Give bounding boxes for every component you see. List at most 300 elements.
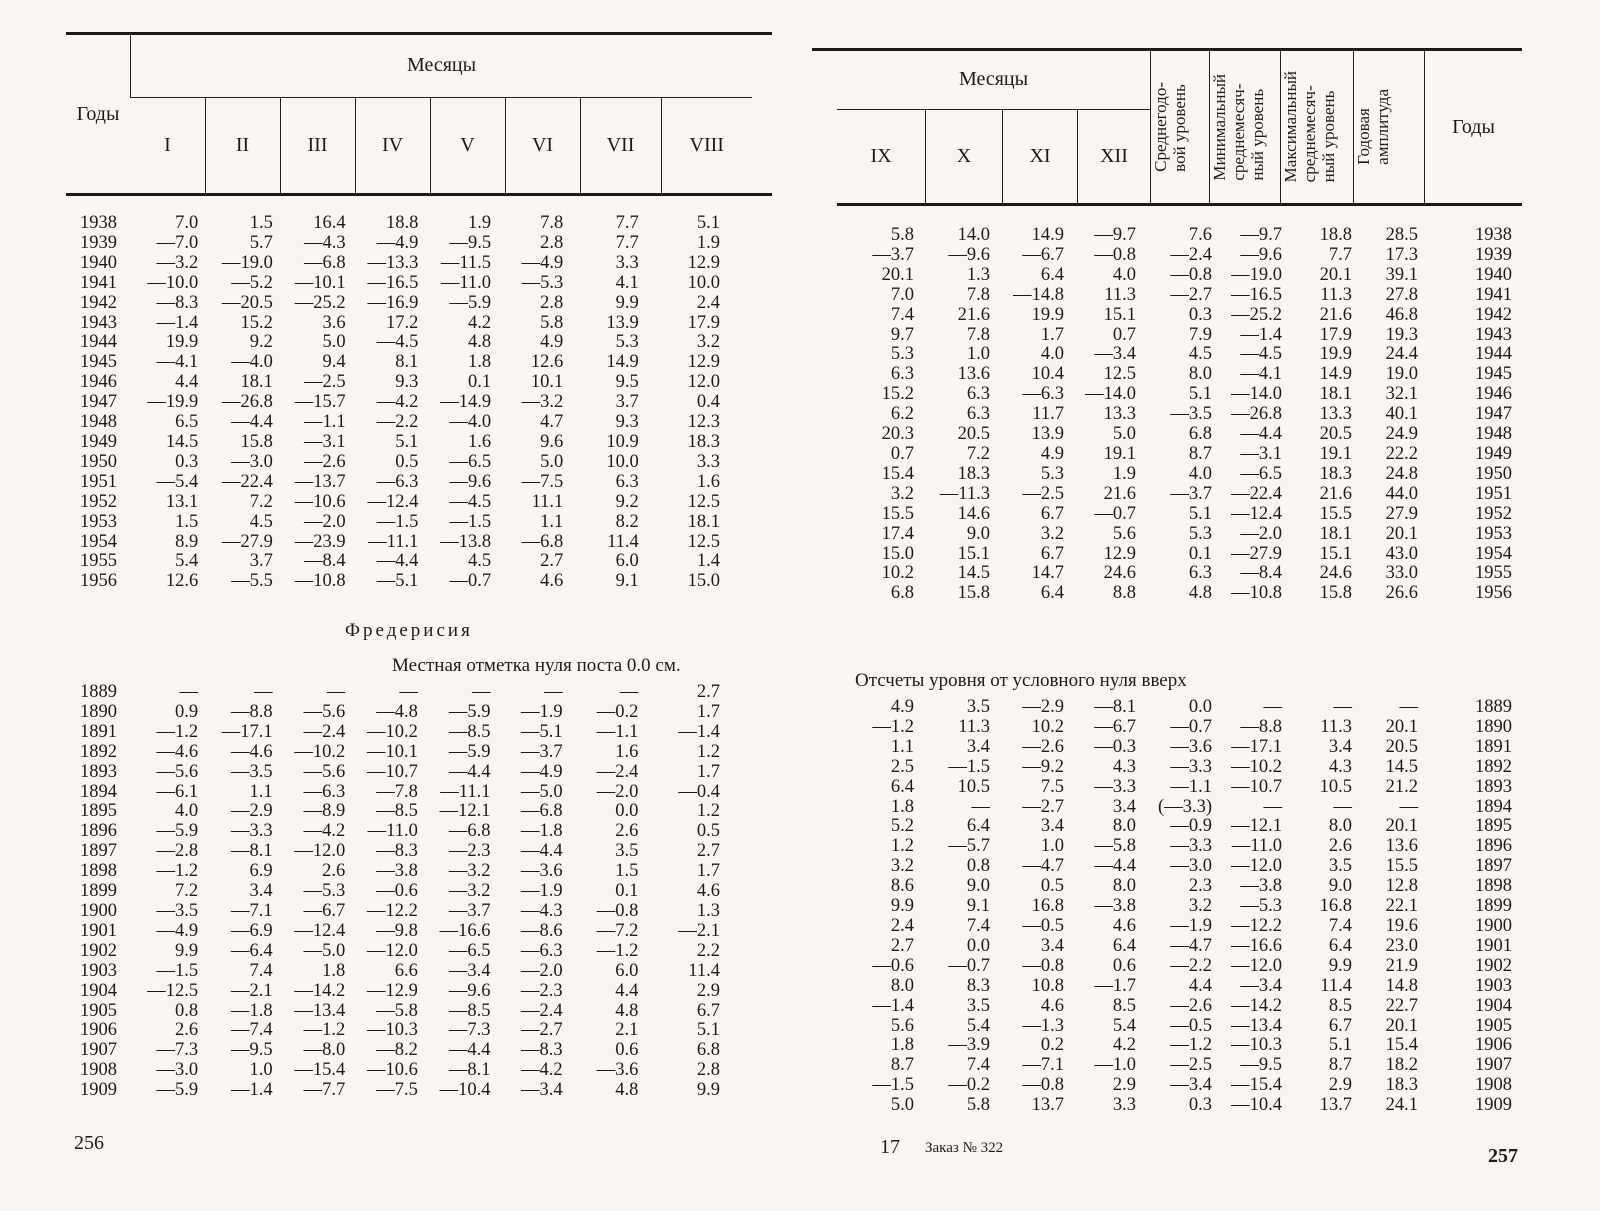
table-cell: —0.7 <box>1094 503 1136 524</box>
table-cell: 9.6 <box>540 431 564 452</box>
table-cell: —4.9 <box>521 252 564 273</box>
table-cell: 6.3 <box>890 364 914 385</box>
table-cell: 6.0 <box>615 960 639 981</box>
table-cell: 14.9 <box>606 352 639 373</box>
table-cell: 3.4 <box>966 736 990 757</box>
months-header: Месяцы <box>837 51 1151 109</box>
table-cell: 1905 <box>1475 1015 1512 1036</box>
table-row <box>80 822 720 842</box>
table-cell: 10.9 <box>606 431 639 452</box>
table-cell: —9.6 <box>1240 244 1282 265</box>
table-cell: —8.5 <box>448 721 491 742</box>
table-cell: 7.2 <box>966 443 990 464</box>
table-cell: 24.6 <box>1319 563 1352 584</box>
table-cell: 5.0 <box>540 451 564 472</box>
table-cell: 4.5 <box>249 511 273 532</box>
table-cell: 5.8 <box>890 225 914 245</box>
table-cell: 13.3 <box>1103 404 1136 425</box>
table-cell: 5.1 <box>1328 1035 1352 1056</box>
table-row <box>840 718 1512 738</box>
table-cell: —6.1 <box>156 781 199 802</box>
table-row <box>80 1041 720 1061</box>
table-cell: —15.4 <box>1231 1075 1282 1096</box>
left-lower-table <box>80 683 720 1101</box>
table-cell: —2.4 <box>1170 244 1212 265</box>
table-row <box>840 584 1512 604</box>
table-cell: —4.5 <box>1240 344 1282 365</box>
table-cell: —5.6 <box>303 761 346 782</box>
table-cell: —3.6 <box>1170 736 1212 757</box>
table-cell: —0.8 <box>1022 1075 1064 1096</box>
table-cell: —4.2 <box>520 1060 563 1081</box>
table-cell: 1902 <box>1475 955 1512 976</box>
table-cell: 7.8 <box>966 324 990 345</box>
table-cell: 6.7 <box>1040 503 1064 524</box>
table-cell: — <box>1263 697 1282 717</box>
table-cell: 1899 <box>1475 896 1512 917</box>
table-cell: 1938 <box>1475 225 1512 245</box>
table-cell: 1946 <box>1475 384 1512 405</box>
table-cell: —1.5 <box>948 756 990 777</box>
table-cell: 1955 <box>80 551 117 572</box>
table-cell: 5.1 <box>696 1020 720 1041</box>
table-cell: 1905 <box>80 1000 117 1021</box>
table-cell: —2.2 <box>1170 955 1212 976</box>
table-row <box>80 533 720 553</box>
table-cell: —9.5 <box>1240 1055 1282 1076</box>
table-cell: 0.1 <box>1188 543 1212 564</box>
left-header <box>66 35 752 193</box>
table-cell: —12.4 <box>367 491 419 512</box>
table-cell: 13.9 <box>1031 424 1064 445</box>
table-cell: 9.9 <box>890 896 914 917</box>
table-cell: 9.0 <box>966 876 990 897</box>
table-cell: 0.6 <box>1112 955 1136 976</box>
month-header: V <box>430 97 505 193</box>
table-cell: 7.7 <box>615 232 639 253</box>
table-cell: 6.2 <box>890 404 914 425</box>
month-header: VIII <box>661 97 752 193</box>
table-cell: —13.7 <box>294 471 346 492</box>
table-cell: —6.5 <box>1240 463 1282 484</box>
table-cell: 15.0 <box>881 543 914 564</box>
table-cell: 19.1 <box>1103 443 1136 464</box>
table-cell: 2.6 <box>174 1020 199 1041</box>
table-cell: —10.4 <box>439 1080 491 1101</box>
table-cell: —23.9 <box>294 531 346 552</box>
table-cell: —4.4 <box>376 551 419 572</box>
table-cell: —4.1 <box>1240 364 1282 385</box>
table-cell: — <box>1399 796 1418 817</box>
table-cell: 1943 <box>1475 324 1512 345</box>
table-cell: 9.1 <box>615 571 639 592</box>
table-cell: 14.6 <box>957 503 990 524</box>
table-cell: —2.0 <box>303 511 346 532</box>
table-cell: 1906 <box>80 1020 117 1041</box>
table-cell: 4.0 <box>1188 463 1212 484</box>
table-cell: 5.8 <box>966 1095 990 1116</box>
table-cell: —2.4 <box>303 721 346 742</box>
max-level-header: Максимальный среднемесяч- ный уровень <box>1281 51 1354 203</box>
table-cell: —11.1 <box>368 531 419 552</box>
table-cell: 4.6 <box>1112 915 1136 936</box>
table-cell: —3.5 <box>156 900 199 921</box>
table-cell: 18.1 <box>687 511 720 532</box>
table-cell: 14.0 <box>957 225 990 245</box>
table-row <box>80 473 720 493</box>
table-cell: 8.6 <box>890 876 914 897</box>
table-cell: —7.5 <box>521 471 564 492</box>
table-row <box>840 505 1512 525</box>
table-cell: —2.0 <box>1240 523 1282 544</box>
table-cell: 1899 <box>80 881 117 902</box>
table-cell: 1953 <box>1475 523 1512 544</box>
table-cell: 9.1 <box>966 896 990 917</box>
table-cell: —4.4 <box>448 1040 491 1061</box>
table-cell: 1896 <box>80 821 117 842</box>
table-row <box>80 294 720 314</box>
table-row <box>80 842 720 862</box>
table-cell: 1.0 <box>1040 836 1064 857</box>
table-cell: —4.0 <box>231 352 273 373</box>
table-cell: 0.7 <box>890 443 914 464</box>
table-cell: 1.9 <box>1112 463 1136 484</box>
table-cell: —17.1 <box>1231 736 1282 757</box>
table-cell: 10.4 <box>1031 364 1064 385</box>
table-cell: —1.9 <box>1170 915 1212 936</box>
table-cell: —5.4 <box>156 471 199 492</box>
table-row <box>840 1096 1512 1116</box>
table-cell: —3.2 <box>521 392 564 413</box>
table-cell: 15.5 <box>1319 503 1352 524</box>
table-row <box>80 942 720 962</box>
table-cell: 1895 <box>80 801 117 822</box>
table-cell: 1903 <box>80 960 117 981</box>
table-cell: 8.0 <box>1328 816 1352 837</box>
table-cell: 8.5 <box>1328 995 1352 1016</box>
table-cell: —5.6 <box>156 761 199 782</box>
table-cell: 1.9 <box>696 232 720 253</box>
table-cell: 11.1 <box>531 491 564 512</box>
table-cell: —8.1 <box>1094 697 1136 717</box>
table-cell: 1.7 <box>696 701 720 722</box>
table-cell: —2.4 <box>596 761 639 782</box>
table-cell: 12.5 <box>687 531 720 552</box>
table-cell: 3.4 <box>1328 736 1352 757</box>
table-cell: —0.8 <box>1094 244 1136 265</box>
table-cell: 8.0 <box>1112 876 1136 897</box>
table-cell: 9.5 <box>615 372 639 393</box>
table-cell: 6.4 <box>1328 935 1352 956</box>
table-cell: —1.5 <box>376 511 419 532</box>
table-cell: —25.2 <box>294 292 346 313</box>
right-page <box>800 0 1600 1211</box>
table-cell: 1945 <box>1475 364 1512 385</box>
table-row <box>840 345 1512 365</box>
table-cell: 5.7 <box>249 232 273 253</box>
table-cell: 18.8 <box>385 213 419 233</box>
table-cell: 13.9 <box>606 312 639 333</box>
table-cell: —2.7 <box>1022 796 1064 817</box>
table-cell: —9.6 <box>449 471 492 492</box>
table-cell: 1.9 <box>467 213 492 233</box>
table-cell: 1891 <box>80 721 117 742</box>
table-cell: —3.7 <box>520 741 563 762</box>
table-cell: —11.0 <box>367 821 418 842</box>
table-cell: 17.9 <box>687 312 720 333</box>
table-cell: 5.8 <box>540 312 564 333</box>
table-cell: 15.2 <box>881 384 914 405</box>
table-cell: —4.4 <box>448 761 491 782</box>
table-cell: —7.1 <box>230 900 273 921</box>
table-cell: —7.5 <box>376 1080 418 1101</box>
table-cell: —2.6 <box>303 451 346 472</box>
table-row <box>80 353 720 373</box>
table-cell: —0.7 <box>1170 716 1212 737</box>
table-cell: —0.9 <box>1170 816 1212 837</box>
table-row <box>840 465 1512 485</box>
table-cell: —2.7 <box>520 1020 563 1041</box>
table-row <box>80 254 720 274</box>
table-cell: 20.1 <box>1385 716 1418 737</box>
table-cell: —16.5 <box>367 272 419 293</box>
table-cell: 15.8 <box>1319 583 1352 604</box>
table-cell: —5.1 <box>520 721 563 742</box>
table-cell: —0.4 <box>678 781 720 802</box>
signature-number: 17 <box>880 1136 900 1158</box>
table-cell: —3.7 <box>448 900 491 921</box>
table-cell: 2.3 <box>1188 876 1212 897</box>
table-cell: —3.9 <box>948 1035 990 1056</box>
table-cell: 2.9 <box>1112 1075 1136 1096</box>
table-cell: 1.5 <box>249 213 273 233</box>
table-cell: 11.4 <box>1320 975 1352 996</box>
years-header: Годы <box>76 102 120 125</box>
table-cell: —4.5 <box>376 332 419 353</box>
table-cell: —8.5 <box>448 1000 491 1021</box>
table-cell: —1.2 <box>872 716 914 737</box>
table-cell: 10.2 <box>1031 716 1064 737</box>
table-cell: 27.8 <box>1385 284 1418 305</box>
table-cell: 14.5 <box>1385 756 1418 777</box>
table-row <box>80 743 720 763</box>
table-row <box>80 552 720 572</box>
table-cell: 1941 <box>80 272 117 293</box>
table-cell: —9.6 <box>948 244 990 265</box>
table-cell: 1954 <box>1475 543 1512 564</box>
table-cell: 1898 <box>1475 876 1512 897</box>
table-cell: 5.4 <box>966 1015 990 1036</box>
table-cell: —9.6 <box>448 980 491 1001</box>
table-cell: 3.2 <box>696 332 720 353</box>
table-cell: 5.4 <box>1112 1015 1136 1036</box>
table-cell: 5.1 <box>1188 384 1212 405</box>
table-cell: 7.2 <box>249 491 273 512</box>
table-cell: 1900 <box>1475 915 1512 936</box>
table-cell: 1.2 <box>696 801 720 822</box>
amplitude-header: Годовая амплитуда <box>1354 51 1425 203</box>
table-cell: —6.8 <box>448 821 491 842</box>
table-row <box>80 962 720 982</box>
table-cell: —16.6 <box>1231 935 1282 956</box>
table-cell: 1898 <box>80 861 117 882</box>
table-cell: —3.0 <box>1170 856 1212 877</box>
table-cell: —1.4 <box>156 312 199 333</box>
table-cell: 18.1 <box>240 372 273 393</box>
table-cell: 14.5 <box>165 431 199 452</box>
table-cell: 20.3 <box>881 424 914 445</box>
table-cell: 12.6 <box>165 571 199 592</box>
table-row <box>840 326 1512 346</box>
table-cell: 3.3 <box>1112 1095 1136 1116</box>
table-cell: 3.4 <box>1112 796 1136 817</box>
table-cell: —19.0 <box>221 252 273 273</box>
table-cell: —13.3 <box>367 252 419 273</box>
table-cell: —5.7 <box>948 836 990 857</box>
table-cell: —1.1 <box>303 412 346 433</box>
table-cell: —15.4 <box>294 1060 346 1081</box>
table-row <box>840 778 1512 798</box>
table-cell: 6.7 <box>1040 543 1064 564</box>
table-row <box>80 902 720 922</box>
table-cell: 1909 <box>1475 1095 1512 1116</box>
table-row <box>80 1061 720 1081</box>
table-cell: 1952 <box>80 491 117 512</box>
table-cell: —11.3 <box>939 483 990 504</box>
table-cell: 0.6 <box>615 1040 639 1061</box>
table-cell: —5.3 <box>303 881 346 902</box>
table-cell: 11.3 <box>1320 716 1352 737</box>
table-cell: —4.4 <box>231 412 273 433</box>
table-cell: 0.3 <box>1188 304 1212 325</box>
table-cell: —8.3 <box>156 292 199 313</box>
table-cell: —5.8 <box>1094 836 1136 857</box>
table-cell: 21.9 <box>1385 955 1418 976</box>
table-cell: 9.2 <box>615 491 639 512</box>
table-cell: 7.7 <box>615 213 639 233</box>
table-cell: 15.4 <box>881 463 914 484</box>
table-cell: —4.3 <box>303 232 346 253</box>
table-cell: 1956 <box>80 571 117 592</box>
table-cell: —5.9 <box>156 1080 199 1101</box>
table-cell: —3.4 <box>1240 975 1282 996</box>
table-cell: 1909 <box>80 1080 117 1101</box>
table-cell: —3.4 <box>448 960 491 981</box>
table-row <box>80 882 720 902</box>
table-cell: 18.3 <box>687 431 720 452</box>
table-cell: —0.5 <box>1022 915 1064 936</box>
table-cell: 6.8 <box>1188 424 1212 445</box>
table-cell: —10.8 <box>294 571 346 592</box>
table-cell: 5.0 <box>322 332 346 353</box>
table-cell: —4.4 <box>1240 424 1282 445</box>
table-cell: 20.5 <box>957 424 990 445</box>
table-row <box>80 274 720 294</box>
table-cell: —2.3 <box>520 980 563 1001</box>
table-cell: —3.1 <box>1240 443 1282 464</box>
table-cell: —26.8 <box>1231 404 1282 425</box>
table-cell: —8.4 <box>1240 563 1282 584</box>
table-cell: 2.7 <box>540 551 564 572</box>
table-cell: —5.9 <box>449 292 492 313</box>
table-cell: 2.6 <box>1328 836 1352 857</box>
table-cell: 1950 <box>1475 463 1512 484</box>
table-cell: —1.2 <box>156 861 199 882</box>
table-cell: —11.1 <box>440 781 491 802</box>
table-cell: 2.6 <box>322 861 346 882</box>
table-cell: — <box>1333 796 1352 817</box>
table-cell: 22.7 <box>1385 995 1418 1016</box>
table-cell: 7.5 <box>1040 776 1064 797</box>
table-cell: 1.7 <box>696 761 720 782</box>
table-cell: 3.5 <box>966 697 990 717</box>
table-cell: —12.0 <box>1231 955 1282 976</box>
table-cell: 2.5 <box>890 756 914 777</box>
table-cell: 6.3 <box>966 384 990 405</box>
table-cell: 5.1 <box>696 213 720 233</box>
table-cell: 11.4 <box>688 960 720 981</box>
table-cell: 0.3 <box>175 451 199 472</box>
table-cell: —1.4 <box>230 1080 273 1101</box>
table-cell: —1.9 <box>520 881 563 902</box>
table-cell: 20.5 <box>1319 424 1352 445</box>
table-cell: 1940 <box>80 252 117 273</box>
table-cell: 0.5 <box>696 821 720 842</box>
table-cell: 1.1 <box>890 736 914 757</box>
table-cell: —14.2 <box>1231 995 1282 1016</box>
table-cell: —6.8 <box>520 801 563 822</box>
table-cell: 6.9 <box>249 861 273 882</box>
table-cell: 1944 <box>1475 344 1512 365</box>
table-row <box>840 266 1512 286</box>
table-cell: 7.0 <box>890 284 914 305</box>
month-header: III <box>280 97 355 193</box>
month-header: II <box>205 97 280 193</box>
table-cell: —1.3 <box>1022 1015 1064 1036</box>
table-row <box>80 433 720 453</box>
table-cell: 4.0 <box>1112 264 1136 285</box>
table-cell: 18.3 <box>957 463 990 484</box>
table-cell: 0.8 <box>174 1000 199 1021</box>
table-row <box>840 545 1512 565</box>
table-cell: —7.8 <box>376 781 418 802</box>
table-cell: —1.2 <box>1170 1035 1212 1056</box>
header-bottom-rule <box>837 203 1522 206</box>
table-row <box>840 1056 1512 1076</box>
table-cell: —3.2 <box>448 881 491 902</box>
table-row <box>80 802 720 822</box>
month-header: IV <box>355 97 430 193</box>
table-cell: 1895 <box>1475 816 1512 837</box>
table-row <box>840 937 1512 957</box>
table-cell: 7.0 <box>175 213 199 233</box>
table-cell: 5.3 <box>1188 523 1212 544</box>
table-cell: —6.5 <box>448 940 491 961</box>
table-cell: 1.0 <box>966 344 990 365</box>
table-cell: 1904 <box>1475 995 1512 1016</box>
table-cell: —0.7 <box>948 955 990 976</box>
month-header: X <box>926 109 1003 203</box>
table-row <box>80 413 720 433</box>
table-cell: 12.5 <box>687 491 720 512</box>
table-cell: —22.4 <box>221 471 273 492</box>
table-cell: —10.7 <box>366 761 418 782</box>
table-cell: 6.0 <box>615 551 639 572</box>
table-cell: 7.4 <box>249 960 273 981</box>
table-cell: 4.6 <box>1040 995 1064 1016</box>
table-cell: —6.7 <box>1022 244 1064 265</box>
table-cell: 3.2 <box>890 856 914 877</box>
